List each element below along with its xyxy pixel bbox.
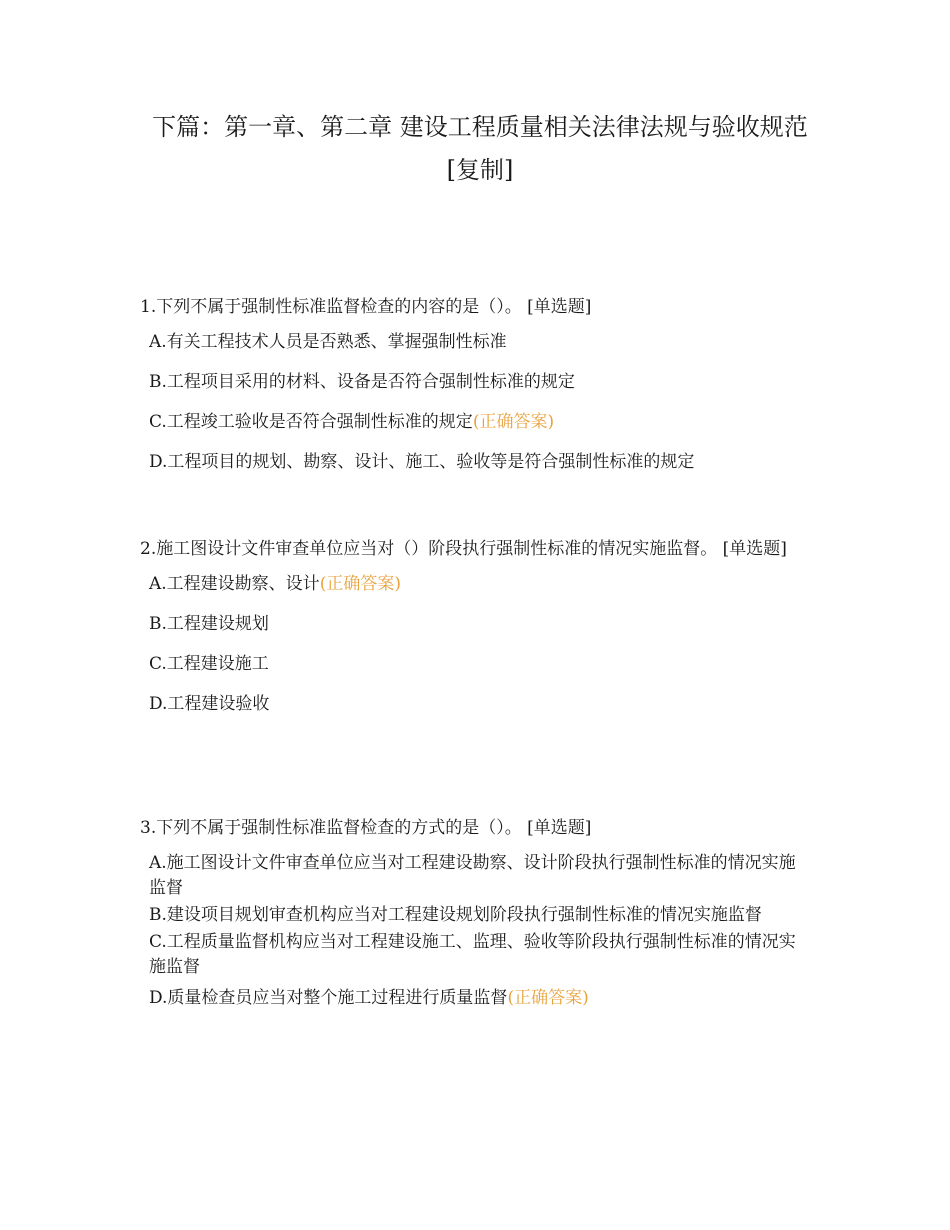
question-type: [单选题] [722,539,787,559]
question-stem [140,809,810,847]
option-list [140,330,810,474]
page-title: 下篇：第一章、第二章 建设工程质量相关法律法规与验收规范[复制] [152,113,808,184]
option-text: A.有关工程技术人员是否熟悉、掌握强制性标准 [149,332,507,352]
option-b [149,370,810,394]
option-a [149,572,810,596]
option-text: B.建设项目规划审查机构应当对工程建设规划阶段执行强制性标准的情况实施监督 [149,905,762,925]
option-c [149,930,810,980]
option-text: C.工程建设施工 [149,654,269,674]
correct-answer-marker: (正确答案) [507,988,589,1008]
option-text: C.工程竣工验收是否符合强制性标准的规定 [149,412,473,432]
option-list [140,572,810,716]
option-b [149,612,810,636]
option-text: D.工程建设验收 [149,694,270,714]
option-a [149,330,810,354]
option-d [149,692,810,716]
option-c [149,652,810,676]
question-2 [140,530,810,732]
option-d [149,450,810,474]
option-text: C.工程质量监督机构应当对工程建设施工、监理、验收等阶段执行强制性标准的情况实施监督 [149,932,796,977]
option-list [140,851,810,1010]
option-text: B.工程项目采用的材料、设备是否符合强制性标准的规定 [149,372,575,392]
correct-answer-marker: (正确答案) [319,574,401,594]
question-stem [140,530,810,568]
option-text: D.工程项目的规划、勘察、设计、施工、验收等是符合强制性标准的规定 [149,452,695,472]
question-3 [140,809,810,1026]
correct-answer-marker: (正确答案) [472,412,555,432]
option-d [149,986,810,1010]
option-text: D.质量检查员应当对整个施工过程进行质量监督 [149,988,508,1008]
option-c [149,410,810,434]
question-text: 2.施工图设计文件审查单位应当对（）阶段执行强制性标准的情况实施监督。 [140,539,718,559]
question-text: 3.下列不属于强制性标准监督检查的方式的是（）。 [140,818,522,838]
option-text: A.施工图设计文件审查单位应当对工程建设勘察、设计阶段执行强制性标准的情况实施监督 [149,853,796,898]
option-text: B.工程建设规划 [149,614,269,634]
option-b [149,903,810,928]
option-text: A.工程建设勘察、设计 [149,574,320,594]
question-1 [140,288,810,490]
question-type: [单选题] [527,818,592,838]
question-stem [140,288,810,326]
question-type: [单选题] [527,297,592,317]
option-a [149,851,810,901]
question-text: 1.下列不属于强制性标准监督检查的内容的是（）。 [140,297,522,317]
